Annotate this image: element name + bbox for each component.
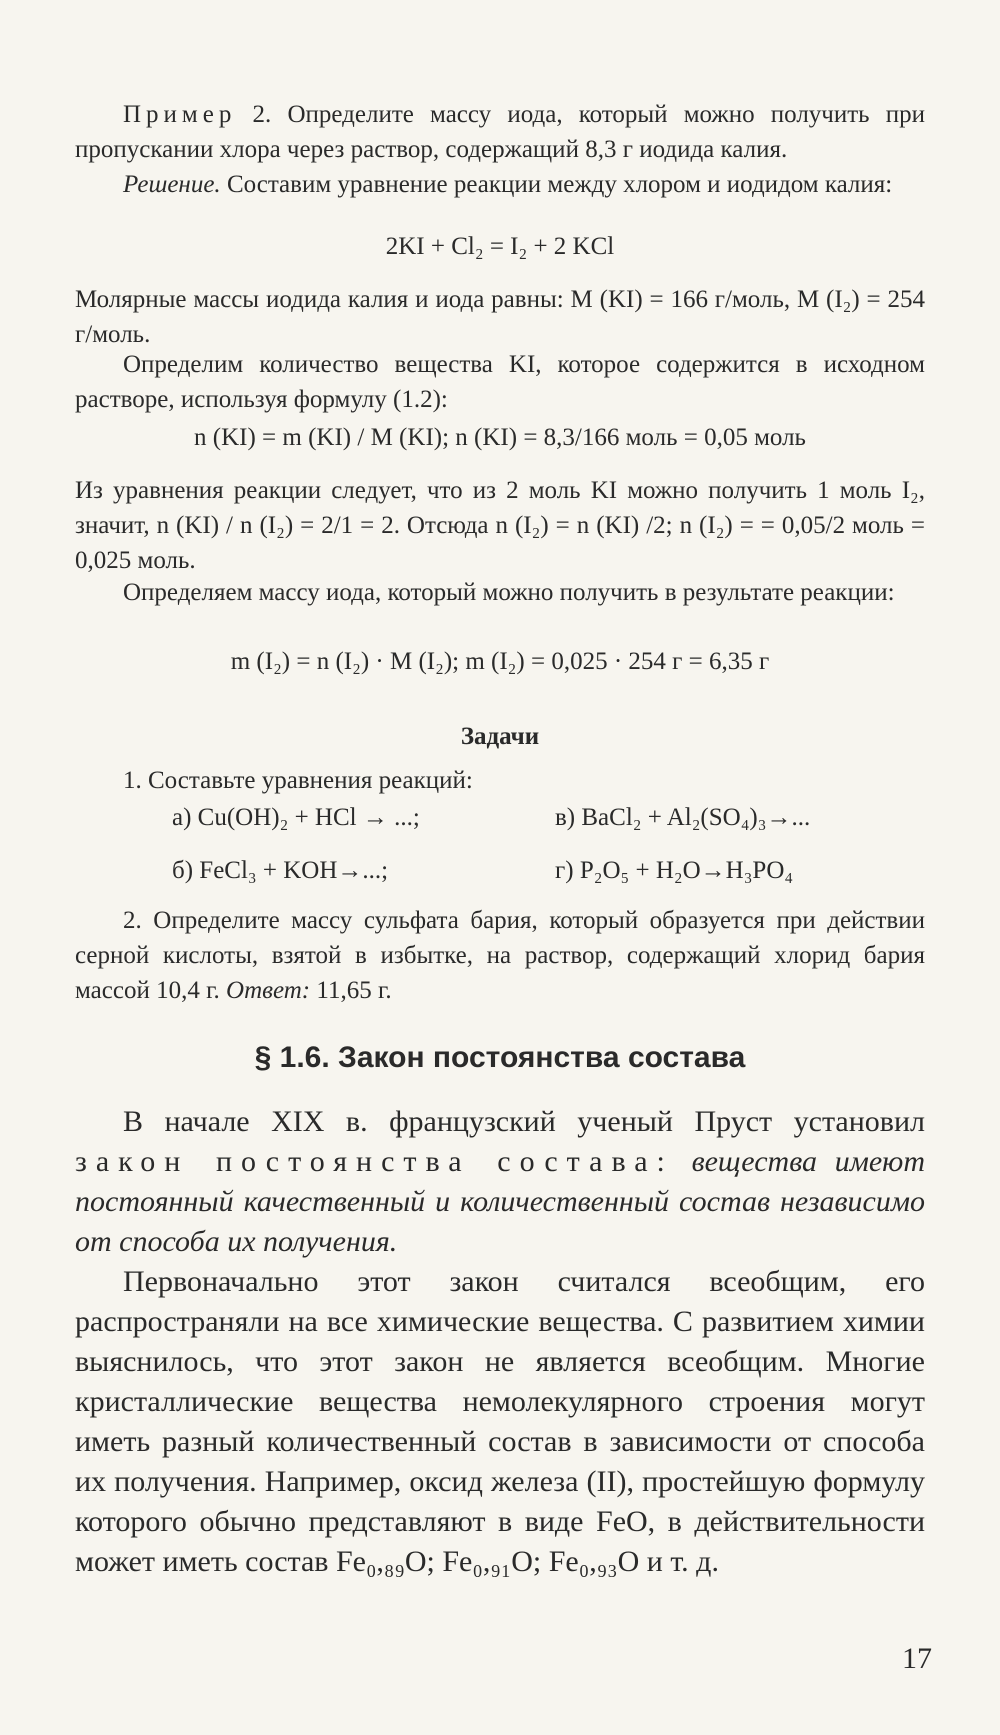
task-1-text: 1. Составьте уравнения реакций:: [123, 767, 473, 794]
section-title: [75, 1041, 925, 1075]
amount-equation-text: n (KI) = m (KI) / M (KI); n (KI) = 8,3/166 моль = 0,05 моль: [194, 424, 806, 451]
law-intro: В начале XIX в. французский ученый Пруст установил: [123, 1105, 925, 1138]
task-2: [75, 903, 925, 1008]
reaction-equation: [75, 233, 925, 261]
law-statement: вещества имеют постоянный качественный и количественный состав независимо от способа их получения.: [75, 1145, 925, 1258]
task-item-b-text: б) FeCl₃ + KOH→...;: [172, 857, 389, 884]
task-item-v-text: в) BaCl₂ + Al₂(SO₄)₃→...: [555, 804, 811, 831]
molar-mass-text: Молярные массы иодида калия и иода равны: M (KI) = 166 г/моль, M (I₂) = 254 г/моль.: [75, 286, 925, 348]
solution-label: Решение.: [123, 171, 221, 198]
tasks-heading-text: Задачи: [460, 723, 540, 750]
example-number: 2.: [252, 101, 272, 128]
solution-paragraph: [75, 167, 925, 202]
example-label: Пример: [123, 101, 237, 128]
law-discussion-text: Первоначально этот закон считался всеобщим, его распространяли на все химические вещества. С развитием химии выяснилось, что этот закон не является всеобщим. Многие кристаллические вещества немолекулярного строения могут иметь разный количественный состав в зависимости от способа их получения. Например, оксид железа (II), простейшую формулу которого обычно представляют в виде FeO, в действительности может иметь состав Fe₀,₈₉O; Fe₀,₉₁O; Fe₀,₉₃O и т. д.: [75, 1265, 925, 1578]
answer-value: 11,65 г.: [316, 977, 392, 1004]
tasks-heading: [75, 719, 925, 754]
law-paragraph: [75, 1102, 925, 1262]
molar-mass-paragraph: [75, 282, 925, 352]
task-item-g-text: г) P₂O₅ + H₂O→H₃PO₄: [555, 857, 794, 884]
task-2-text: 2. Определите массу сульфата бария, который образуется при действии серной кислоты, взятой в избытке, на раствор, содержащий хлорид бария массой 10,4 г.: [75, 907, 925, 1004]
example-2-paragraph: [75, 97, 925, 167]
mass-equation-text: m (I₂) = n (I₂) · M (I₂); m (I₂) = 0,025 · 254 г = 6,35 г: [230, 648, 770, 675]
mass-text: Определяем массу иода, который можно получить в результате реакции:: [123, 579, 895, 606]
follows-paragraph: [75, 473, 925, 578]
page-number: 17: [902, 1642, 932, 1675]
amount-text: Определим количество вещества KI, которое содержится в исходном растворе, используя формулу (1.2):: [75, 351, 925, 413]
task-item-b: [172, 853, 388, 888]
law-discussion-paragraph: [75, 1262, 925, 1582]
answer-label: Ответ:: [226, 977, 311, 1004]
follows-text: Из уравнения реакции следует, что из 2 моль KI можно получить 1 моль I₂, значит, n (KI) / n (I₂) = 2/1 = 2. Отсюда n (I₂) = n (KI) /2; n (I₂) = = 0,05/2 моль = 0,025 моль.: [75, 477, 925, 574]
reaction-equation-text: 2KI + Cl₂ = I₂ + 2 KCl: [385, 233, 615, 260]
example-text: Определите массу иода, который можно получить при пропускании хлора через раствор, содержащий 8,3 г иодида калия.: [75, 101, 926, 163]
law-name: закон постоянства состава:: [75, 1145, 674, 1178]
task-item-v: [555, 800, 810, 835]
task-item-a: [172, 800, 420, 835]
mass-paragraph: [75, 575, 925, 610]
section-title-text: § 1.6. Закон постоянства состава: [254, 1041, 746, 1074]
task-item-a-text: а) Cu(OH)₂ + HCl → ...;: [172, 804, 420, 831]
amount-paragraph: [75, 347, 925, 417]
amount-equation: [75, 424, 925, 452]
task-item-g: [555, 853, 793, 888]
task-1: [75, 763, 925, 798]
solution-text: Составим уравнение реакции между хлором и иодидом калия:: [226, 171, 893, 198]
mass-equation: [75, 648, 925, 676]
